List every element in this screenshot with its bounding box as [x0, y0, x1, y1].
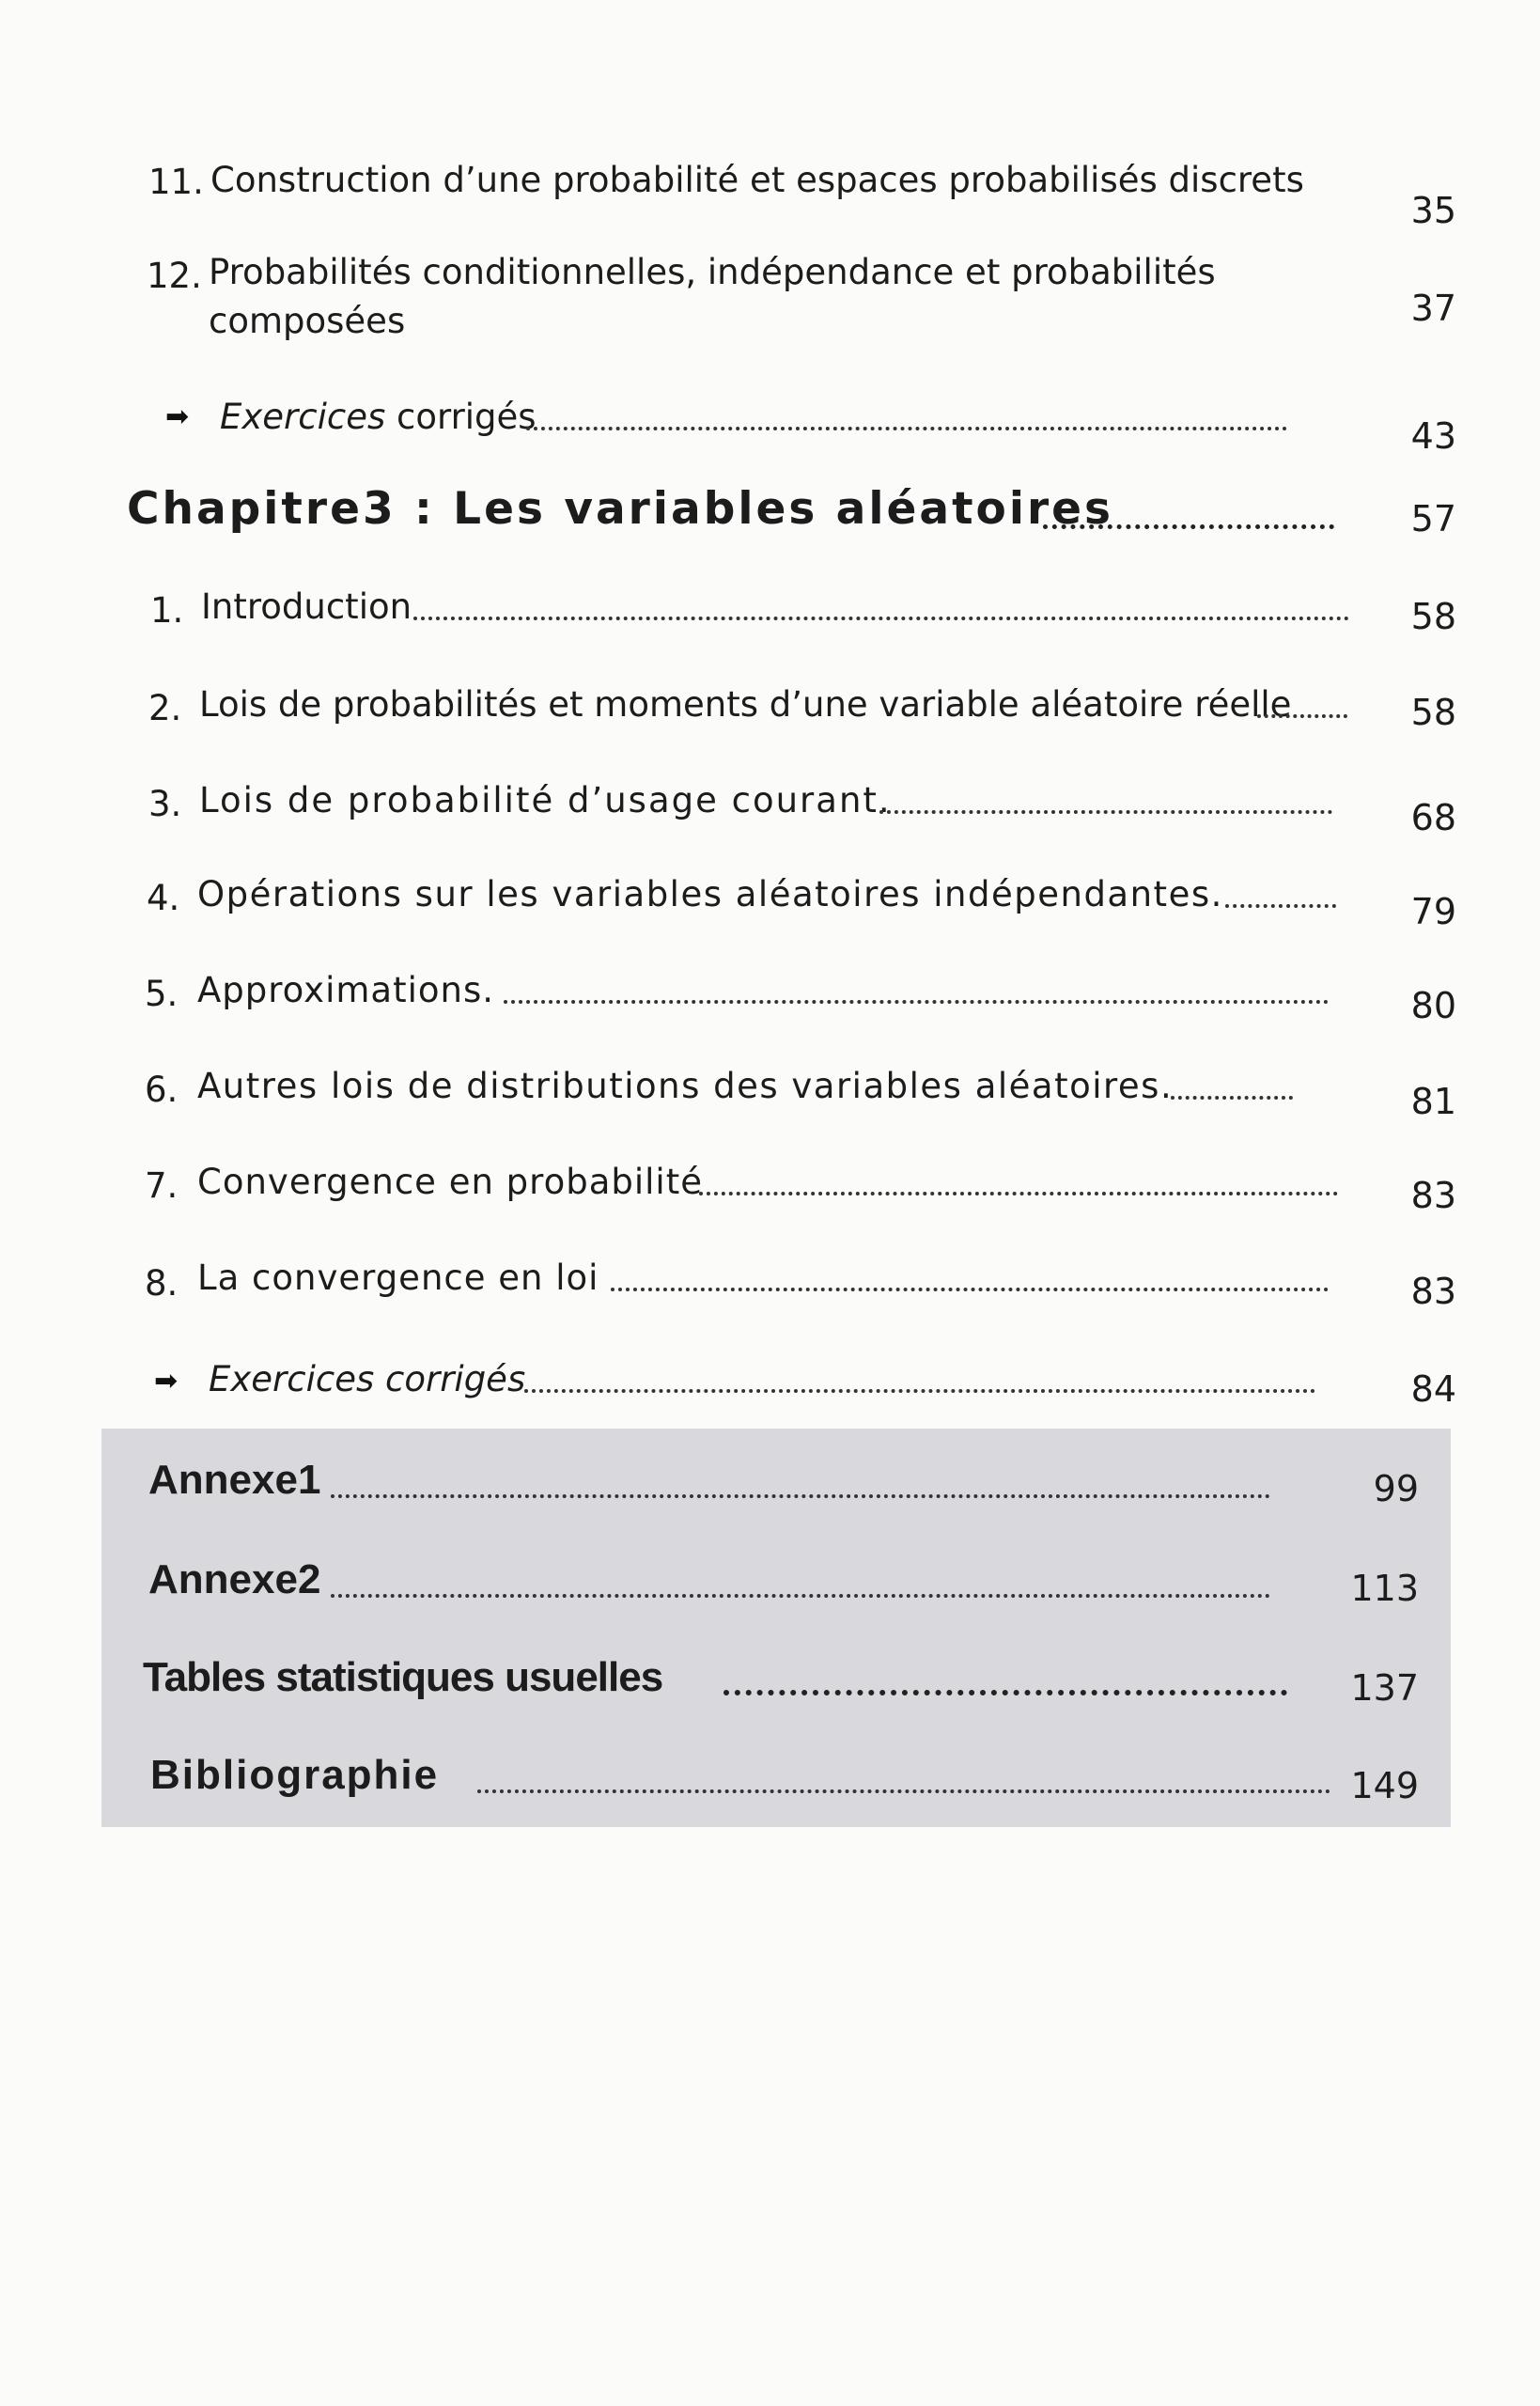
entry-page-number: 37: [1410, 288, 1456, 329]
dot-leader: [331, 1489, 1270, 1498]
annex-page-number: 137: [1350, 1667, 1419, 1709]
arrow-right-icon: ➡: [154, 1365, 179, 1398]
entry-title-line1: Probabilités conditionnelles, indépendance et probabilités: [209, 252, 1216, 292]
entry-page-number: 79: [1410, 891, 1456, 932]
entry-number: 2.: [148, 688, 182, 728]
entry-title: La convergence en loi: [197, 1258, 599, 1298]
entry-number: 4.: [147, 878, 180, 918]
annex-page-number: 113: [1350, 1568, 1419, 1609]
entry-page-number: 83: [1410, 1271, 1456, 1312]
entry-page-number: 58: [1410, 596, 1456, 637]
entry-title: Opérations sur les variables aléatoires indépendantes.: [197, 874, 1223, 914]
exercises-italic-label: Exercices: [220, 397, 386, 437]
dot-leader: [331, 1588, 1270, 1598]
arrow-right-icon: ➡: [165, 400, 190, 433]
entry-page-number: 58: [1410, 692, 1456, 733]
entry-title: [220, 393, 537, 442]
chapter-page-number: 57: [1410, 498, 1456, 539]
entry-title-line2: composées: [209, 301, 406, 341]
entry-number: 11.: [148, 162, 204, 202]
entry-page-number: 68: [1410, 797, 1456, 838]
dot-leader: [1171, 1090, 1293, 1100]
dot-leader: [1225, 898, 1336, 908]
annex-title: Annexe2: [148, 1556, 321, 1602]
entry-number: 1.: [150, 590, 184, 631]
entry-title: Introduction: [201, 586, 412, 627]
entry-page-number: 83: [1410, 1175, 1456, 1216]
dot-leader: [413, 611, 1349, 620]
dot-leader: [477, 1784, 1330, 1793]
entry-title: Approximations.: [197, 970, 494, 1010]
annex-page-number: 99: [1373, 1468, 1419, 1509]
entry-number: 5.: [145, 974, 179, 1014]
entry-title: Convergence en probabilité: [197, 1162, 703, 1202]
dot-leader: [524, 1383, 1315, 1393]
dot-leader: [504, 994, 1329, 1004]
dot-leader: [611, 1282, 1329, 1291]
annex-title: Annexe1: [148, 1457, 321, 1503]
dot-leader: [1043, 519, 1334, 529]
entry-page-number: 84: [1410, 1368, 1456, 1410]
dot-leader: [723, 1684, 1287, 1695]
annex-page-number: 149: [1350, 1765, 1419, 1806]
entry-page-number: 81: [1410, 1081, 1456, 1122]
entry-page-number: 43: [1410, 415, 1456, 457]
entry-title: Lois de probabilités et moments d’une variable aléatoire réelle: [199, 684, 1292, 725]
entry-number: 12.: [147, 256, 202, 296]
dot-leader: [526, 421, 1287, 430]
entry-title: Lois de probabilité d’usage courant.: [199, 780, 892, 820]
entry-page-number: 80: [1410, 985, 1456, 1026]
entry-page-number: 35: [1410, 190, 1456, 231]
entry-number: 7.: [145, 1165, 179, 1206]
dot-leader: [1257, 709, 1347, 718]
dot-leader: [879, 805, 1332, 814]
annex-title: Bibliographie: [150, 1752, 440, 1798]
entry-number: 6.: [145, 1070, 179, 1110]
entry-title: Construction d’une probabilité et espaces probabilisés discrets: [210, 160, 1304, 200]
annex-title: Tables statistiques usuelles: [143, 1654, 663, 1700]
entry-number: 3.: [148, 784, 182, 824]
chapter-title: Chapitre3 : Les variables aléatoires: [127, 483, 1113, 535]
exercises-label-rest: corrigés: [385, 397, 537, 437]
entry-title: Autres lois de distributions des variables aléatoires.: [197, 1066, 1174, 1106]
entry-title: Exercices corrigés: [209, 1359, 526, 1399]
dot-leader: [699, 1186, 1338, 1195]
entry-number: 8.: [145, 1263, 179, 1304]
